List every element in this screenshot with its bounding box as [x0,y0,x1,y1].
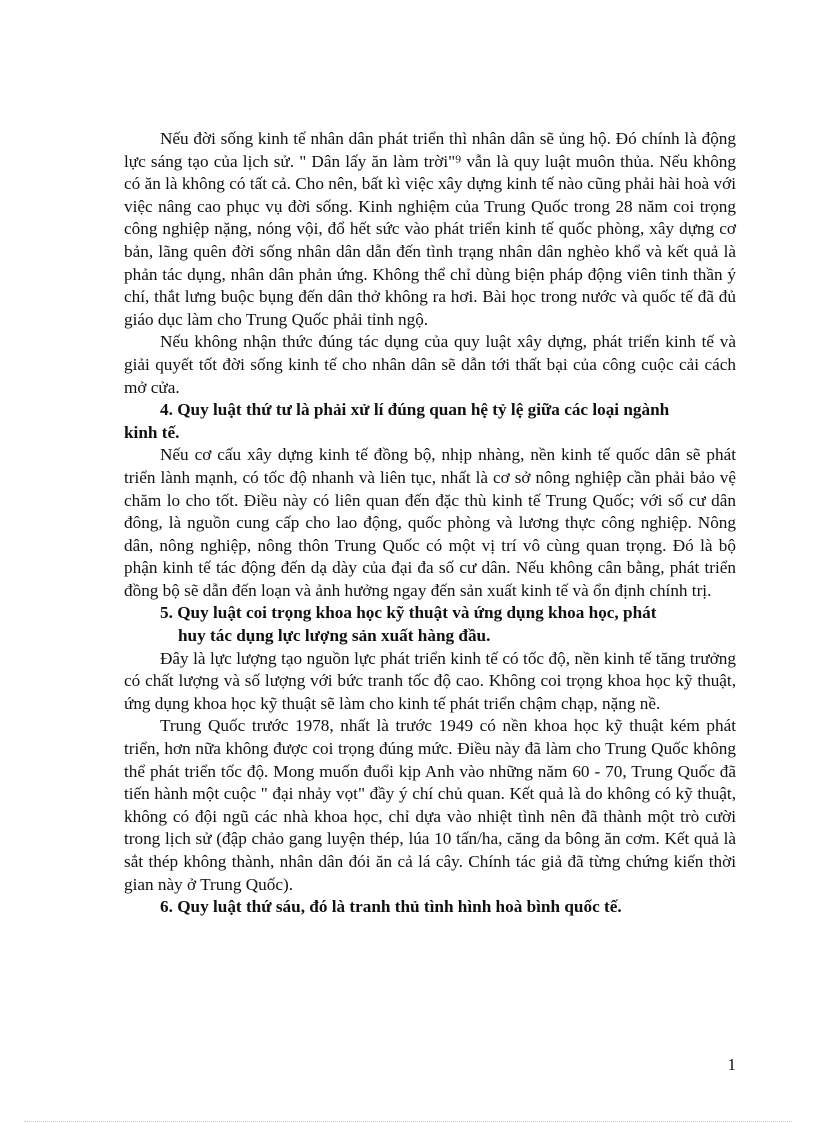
heading-line: kinh tế. [124,422,180,442]
heading-line: 5. Quy luật coi trọng khoa học kỹ thuật và ứng dụng khoa học, phát [160,603,657,623]
paragraph: Nếu cơ cấu xây dựng kinh tế đồng bộ, nhịp nhàng, nền kinh tế quốc dân sẽ phát triển lành mạnh, có tốc độ nhanh và liên tục, nhất là cơ sở nông nghiệp cần phải bảo vệ chăm lo cho tốt. Điều này có liên quan đến đặc thù kinh tế Trung Quốc; với số cư dân đông, là nguồn cung cấp cho lao động, quốc phòng và lương thực công nghiệp. Nông dân, nông nghiệp, nông thôn Trung Quốc có một vị trí vô cùng quan trọng. Đó là bộ phận kinh tế tác động đến dạ dày của đại đa số cư dân. Nếu không cân bằng, phát triển đồng bộ sẽ dẫn đến loạn và ảnh hưởng ngay đến sản xuất kinh tế và ổn định chính trị. [124,445,736,600]
heading-line: 6. Quy luật thứ sáu, đó là tranh thủ tình hình hoà bình quốc tế. [160,897,622,917]
section-heading-5 [124,602,736,647]
paragraph: Đây là lực lượng tạo nguồn lực phát triển kinh tế có tốc độ, nền kinh tế tăng trưởng có chất lượng và số lượng với bức tranh tốc độ cao. Không coi trọng khoa học kỹ thuật, ứng dụng khoa học kỹ thuật sẽ làm cho kinh tế phát triển chậm chạp, nặng nề. [124,648,736,713]
footer-divider [24,1121,792,1122]
paragraph: Nếu không nhận thức đúng tác dụng của quy luật xây dựng, phát triển kinh tế và giải quyết tốt đời sống kinh tế cho nhân dân sẽ dẫn tới thất bại của công cuộc cải cách mở cửa. [124,332,736,397]
document-page [124,128,736,919]
paragraph: Trung Quốc trước 1978, nhất là trước 1949 có nền khoa học kỹ thuật kém phát triển, hơn nữa không được coi trọng đúng mức. Điều này đã làm cho Trung Quốc không thể phát triển tốc độ. Mong muốn đuổi kịp Anh vào những năm 60 - 70, Trung Quốc đã tiến hành một cuộc " đại nhảy vọt" đầy ý chí chủ quan. Kết quả là do không có kỹ thuật, không có đội ngũ các nhà khoa học, chỉ dựa vào nhiệt tình nên đã thành một trò cười trong lịch sử (đập chảo gang luyện thép, lúa 10 tấn/ha, căng da bông ăn cơm. Kết quả là sắt thép không thành, nhân dân đói ăn cả lá cây. Chính tác giả đã từng chứng kiến thời gian này ở Trung Quốc). [124,716,736,894]
heading-line: huy tác dụng lực lượng sản xuất hàng đầu. [178,626,491,646]
page-number: 1 [727,1055,736,1074]
section-heading-4 [124,399,736,444]
paragraph: Nếu đời sống kinh tế nhân dân phát triển thì nhân dân sẽ ủng hộ. Đó chính là động lực sáng tạo của lịch sử. " Dân lấy ăn làm trời"⁹ vẫn là quy luật muôn thủa. Nếu không có ăn là không có tất cả. Cho nên, bất kì việc xây dựng kinh tế nào cũng phải hài hoà với việc nâng cao phục vụ đời sống. Kinh nghiệm của Trung Quốc trong 28 năm coi trọng công nghiệp nặng, nóng vội, đổ hết sức vào phát triển kinh tế quốc phòng, xây dựng cơ bản, lãng quên đời sống nhân dân dẫn đến tình trạng nhân dân nghèo khổ và kết quả là phản tác dụng, nhân dân phản ứng. Không thể chỉ dùng biện pháp động viên tinh thần ý chí, thắt lưng buộc bụng đến dân thở không ra hơi. Bài học trong nước và quốc tế đã đủ giáo dục làm cho Trung Quốc phải tỉnh ngộ. [124,129,736,329]
heading-line: 4. Quy luật thứ tư là phải xử lí đúng quan hệ tỷ lệ giữa các loại ngành [160,400,670,420]
section-heading-6 [124,896,736,919]
